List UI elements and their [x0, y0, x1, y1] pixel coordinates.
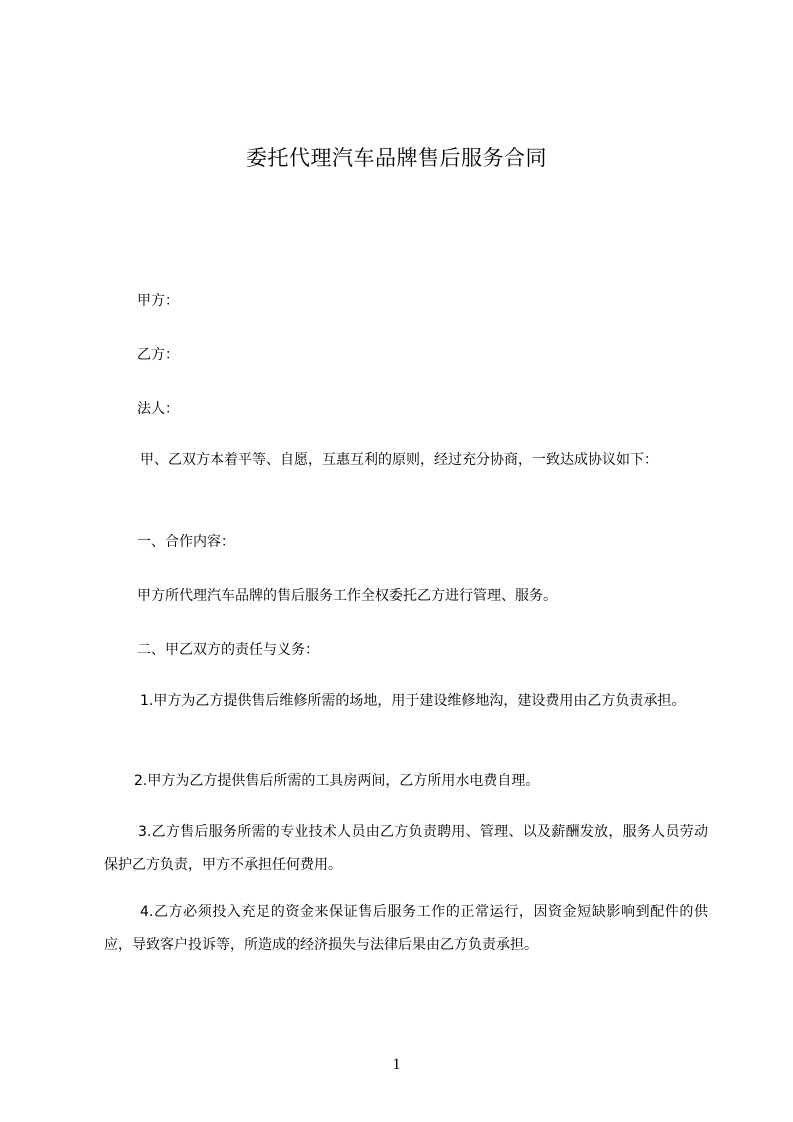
section-2-heading: 二、甲乙双方的责任与义务： — [137, 642, 319, 658]
section-1-text: 甲方所代理汽车品牌的售后服务工作全权委托乙方进行管理、服务。 — [137, 588, 557, 604]
clause-3: 3.乙方售后服务所需的专业技术人员由乙方负责聘用、管理、以及薪酬发放，服务人员劳动保护乙方负责，甲方不承担任何费用。 — [104, 824, 708, 873]
document-title: 委托代理汽车品牌售后服务合同 — [246, 146, 547, 170]
section-1-heading: 一、合作内容： — [137, 534, 235, 550]
page-number: 1 — [392, 1056, 401, 1073]
party-b-label: 乙方： — [137, 347, 179, 363]
clause-2: 2.甲方为乙方提供售后所需的工具房两间，乙方所用水电费自理。 — [134, 773, 540, 789]
party-a-label: 甲方： — [137, 293, 179, 309]
clause-4: 4.乙方必须投入充足的资金来保证售后服务工作的正常运行，因资金短缺影响到配件的供应，导致客户投诉等，所造成的经济损失与法律后果由乙方负责承担。 — [104, 904, 708, 953]
legal-person-label: 法人： — [137, 401, 179, 417]
contract-intro: 甲、乙双方本着平等、自愿，互惠互利的原则，经过充分协商，一致达成协议如下： — [140, 452, 658, 468]
clause-1: 1.甲方为乙方提供售后维修所需的场地，用于建设维修地沟，建设费用由乙方负责承担。 — [140, 693, 686, 709]
